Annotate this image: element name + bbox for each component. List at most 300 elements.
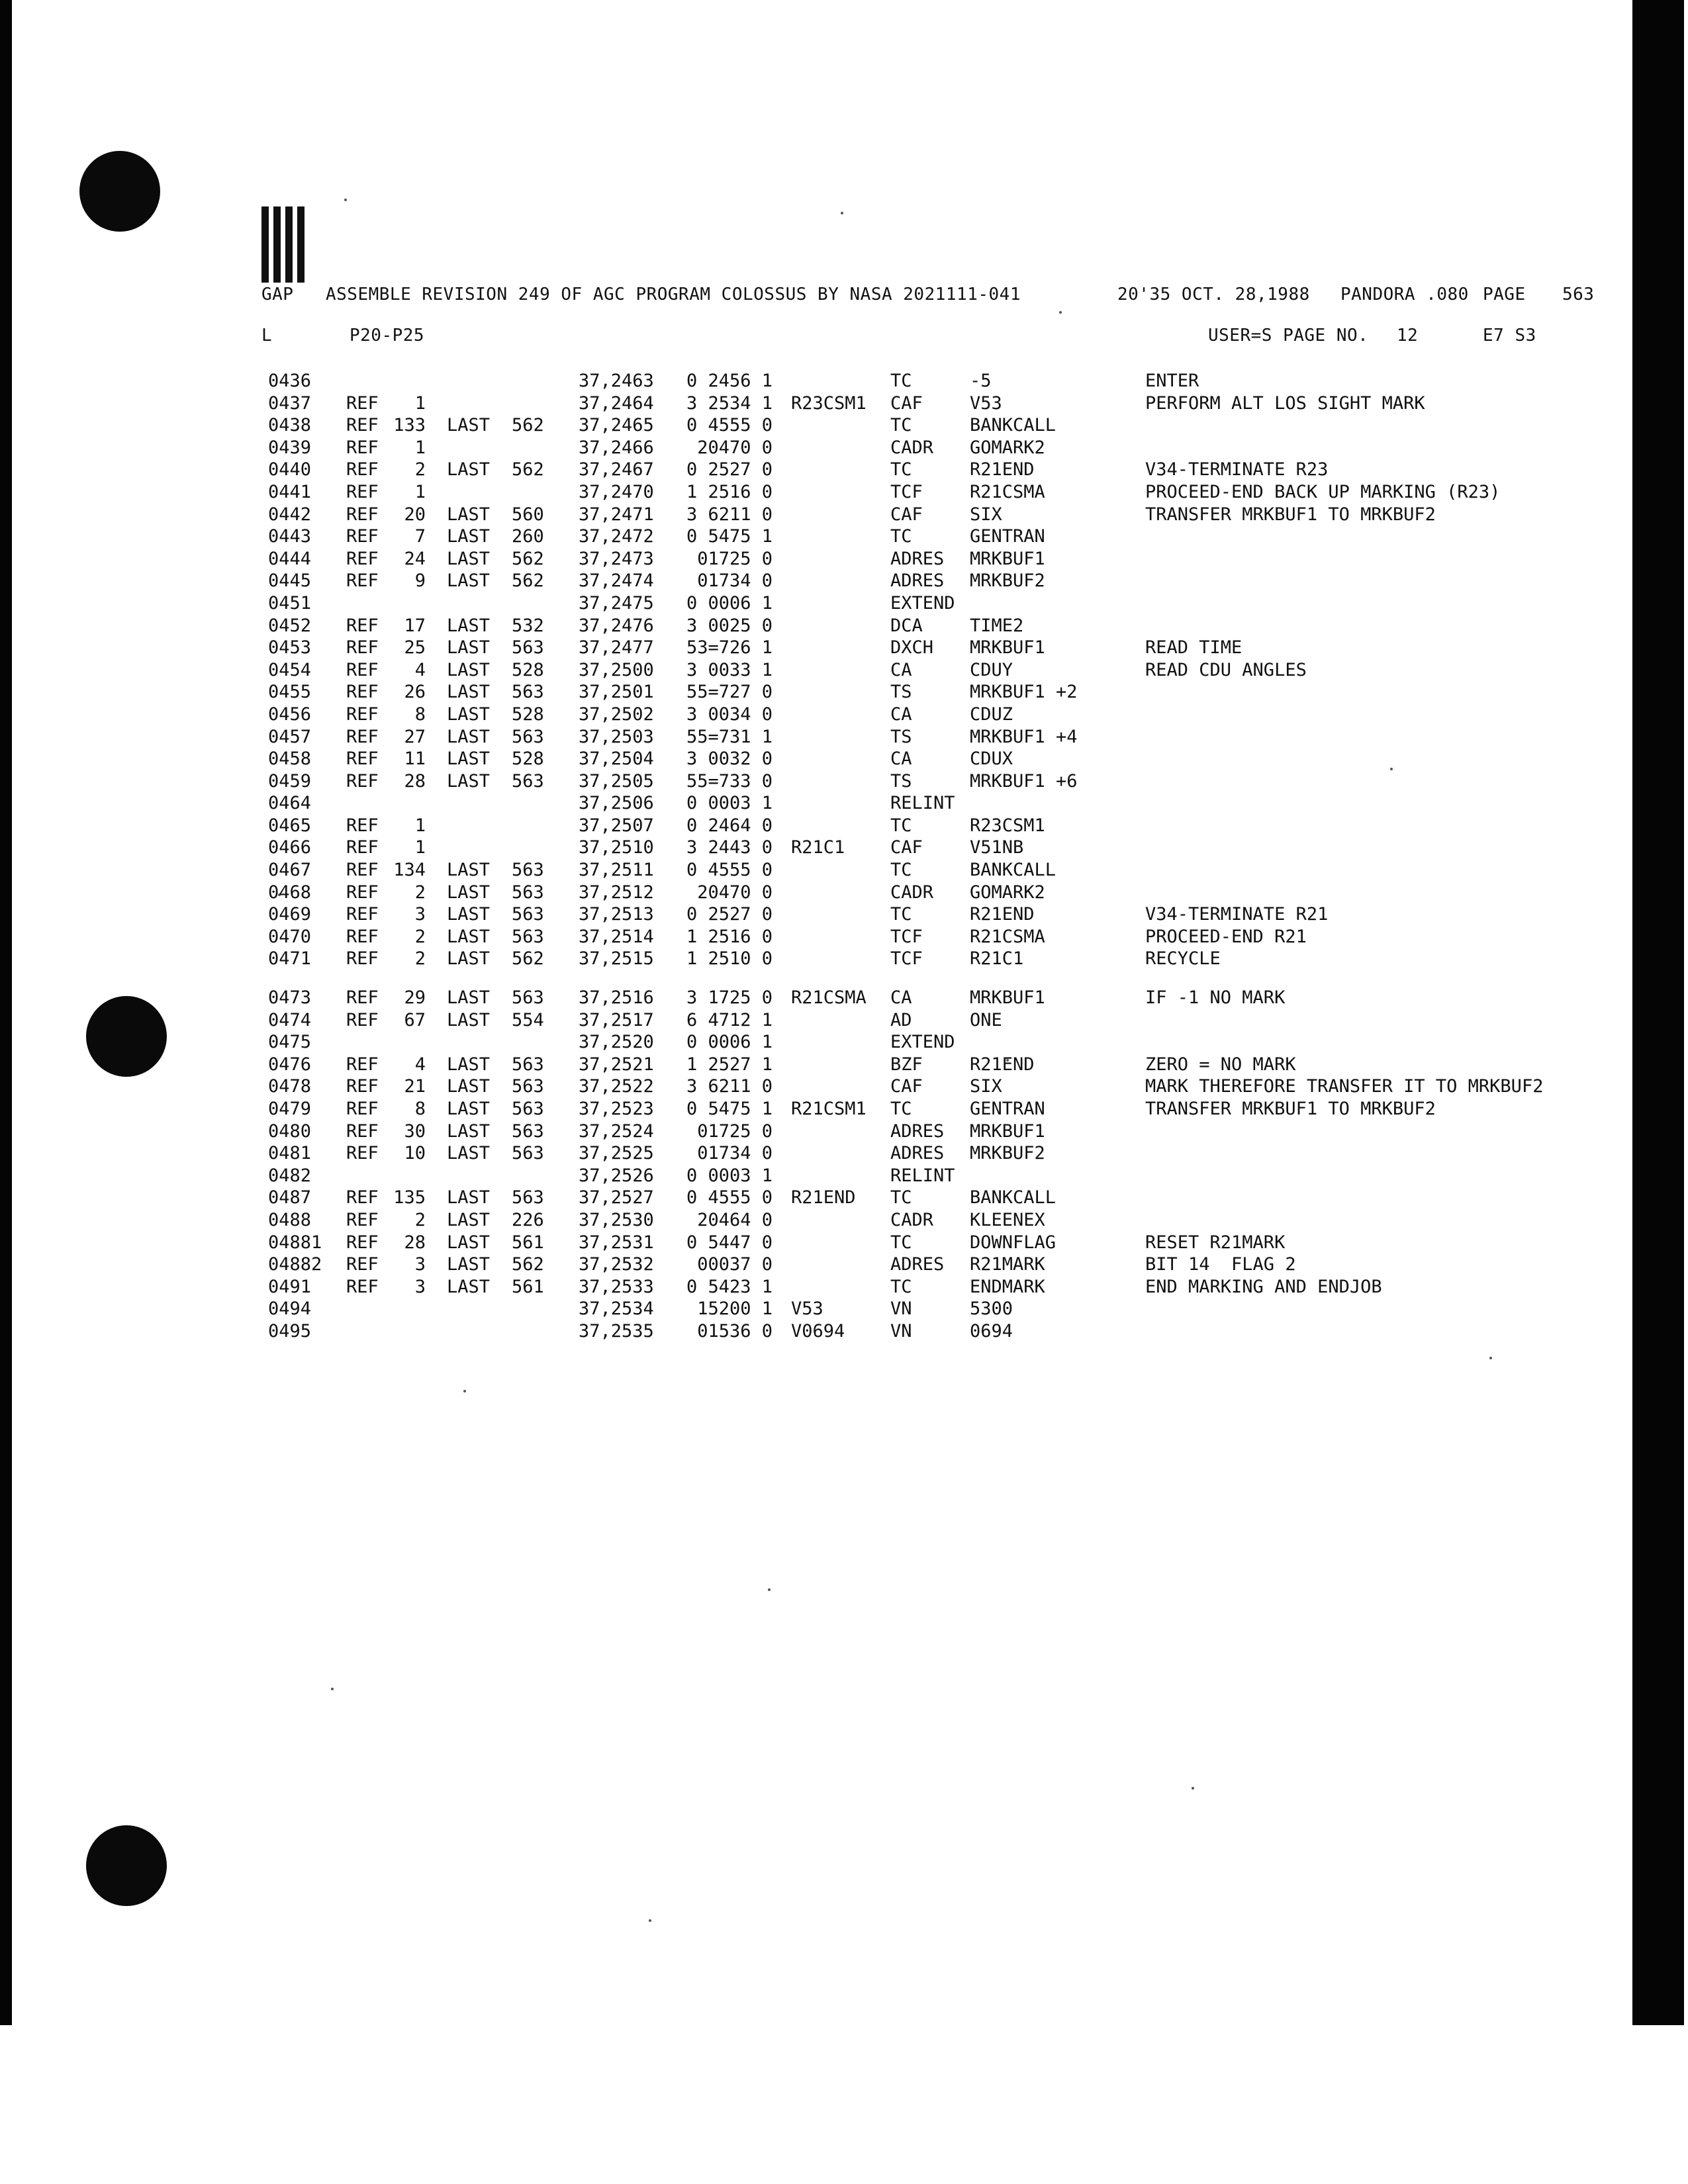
last-page: 532 [512,615,544,636]
last-marker: LAST [447,415,491,436]
opcode: AD [890,1009,912,1030]
last-marker: LAST [447,548,491,569]
scan-speck [649,1919,651,1922]
line-number: 0488 [268,1209,312,1230]
last-marker: LAST [447,904,491,925]
line-number: 0452 [268,615,312,636]
line-number: 0445 [268,570,312,592]
opcode: ADRES [890,1254,945,1275]
last-page: 554 [512,1009,544,1030]
octal-code: 55=731 1 [686,726,773,747]
ref-count: 8 [414,1099,426,1119]
ref-marker: REF [346,1076,379,1097]
listing-row [0,526,1628,549]
operand: MRKBUF2 [970,1143,1045,1164]
operand: MRKBUF1 [970,548,1045,569]
line-number: 0443 [268,526,312,547]
octal-code: 1 2516 0 [686,481,773,502]
ref-marker: REF [346,504,379,525]
operand: GOMARK2 [970,437,1045,458]
listing-row [0,504,1628,527]
comment: END MARKING AND ENDJOB [1145,1276,1382,1297]
opcode: TC [890,1276,912,1297]
line-number: 0495 [268,1320,312,1342]
last-page: 562 [512,948,544,970]
last-page: 563 [512,637,544,659]
ref-marker: REF [346,1276,379,1297]
ref-count: 11 [404,749,426,770]
line-number: 0468 [268,882,312,903]
listing-row [0,1165,1628,1188]
ref-count: 29 [404,987,426,1009]
last-marker: LAST [447,749,491,770]
ref-count: 4 [414,659,426,680]
ref-marker: REF [346,726,379,747]
ref-count: 30 [404,1120,426,1142]
line-number: 0465 [268,815,312,836]
listing-row [0,1010,1628,1032]
listing-row [0,1143,1628,1165]
operand: ONE [970,1009,1002,1030]
address: 37,2527 [579,1187,654,1208]
listing-row [0,660,1628,682]
line-number: 0451 [268,592,312,614]
ref-marker: REF [346,1143,379,1164]
ref-count: 1 [414,815,426,836]
last-page: 563 [512,1054,544,1075]
octal-code: 0 4555 0 [686,415,773,436]
address: 37,2531 [579,1232,654,1253]
last-marker: LAST [447,1143,491,1164]
octal-code: 3 0032 0 [686,749,773,770]
comment: PROCEED-END BACK UP MARKING (R23) [1145,481,1501,502]
line-mark: L [261,326,273,345]
address: 37,2500 [579,659,654,680]
opcode: CAF [890,1076,923,1097]
comment: MARK THEREFORE TRANSFER IT TO MRKBUF2 [1145,1076,1544,1097]
ref-count: 67 [404,1009,426,1030]
ref-count: 2 [414,882,426,903]
opcode: TC [890,1232,912,1253]
corner-code: E7 S3 [1483,326,1536,345]
line-number: 0481 [268,1143,312,1164]
last-page: 561 [512,1276,544,1297]
last-page: 563 [512,1187,544,1208]
line-number: 0473 [268,987,312,1009]
address: 37,2511 [579,860,654,881]
opcode: ADRES [890,548,945,569]
opcode: DXCH [890,637,934,659]
listing-row [0,882,1628,905]
last-marker: LAST [447,1254,491,1275]
address: 37,2467 [579,459,654,480]
ref-marker: REF [346,1254,379,1275]
line-number: 0474 [268,1009,312,1030]
listing-row [0,1054,1628,1077]
ref-marker: REF [346,615,379,636]
operand: ENDMARK [970,1276,1045,1297]
operand: R21C1 [970,948,1024,970]
last-marker: LAST [447,659,491,680]
octal-code: 01725 0 [697,548,773,569]
last-page: 528 [512,659,544,680]
comment: PROCEED-END R21 [1145,926,1307,947]
listing-row [0,837,1628,860]
last-marker: LAST [447,1120,491,1142]
page-label: PAGE [1483,285,1526,304]
operand: MRKBUF2 [970,570,1045,592]
octal-code: 0 0003 1 [686,1165,773,1186]
user-page-number: 12 [1397,326,1419,345]
octal-code: 0 2456 1 [686,371,773,391]
comment: PERFORM ALT LOS SIGHT MARK [1145,392,1425,414]
listing-row [0,727,1628,749]
last-marker: LAST [447,1054,491,1075]
line-number: 0480 [268,1120,312,1142]
operand: GOMARK2 [970,882,1045,903]
address: 37,2470 [579,481,654,502]
operand: R21CSMA [970,481,1045,502]
scan-speck [463,1390,466,1392]
last-marker: LAST [447,1276,491,1297]
address: 37,2504 [579,749,654,770]
listing-row [0,1254,1628,1277]
assembly-datetime: 20'35 OCT. 28,1988 [1117,285,1310,304]
opcode: EXTEND [890,1032,955,1053]
operand: DOWNFLAG [970,1232,1056,1253]
octal-code: 3 1725 0 [686,987,773,1009]
octal-code: 0 5447 0 [686,1232,773,1253]
operand: R21MARK [970,1254,1045,1275]
address: 37,2465 [579,415,654,436]
line-number: 0482 [268,1165,312,1186]
operand: CDUZ [970,704,1013,725]
symbol-label: R21CSMA [791,987,867,1009]
opcode: CA [890,987,912,1009]
last-page: 528 [512,704,544,725]
ref-count: 20 [404,504,426,525]
opcode: TC [890,860,912,881]
line-number: 0441 [268,481,312,502]
symbol-label: R21CSM1 [791,1099,867,1119]
ref-count: 2 [414,1209,426,1230]
ref-count: 3 [414,1254,426,1275]
last-page: 562 [512,415,544,436]
ref-marker: REF [346,415,379,436]
listing-row [0,1232,1628,1255]
operand: TIME2 [970,615,1024,636]
last-marker: LAST [447,570,491,592]
opcode: TCF [890,481,923,502]
opcode: CA [890,659,912,680]
listing-row [0,682,1628,704]
last-page: 563 [512,882,544,903]
octal-code: 1 2516 0 [686,926,773,947]
address: 37,2533 [579,1276,654,1297]
line-number: 0455 [268,682,312,703]
address: 37,2476 [579,615,654,636]
assembly-listing [0,371,1628,1343]
ref-marker: REF [346,904,379,925]
last-marker: LAST [447,926,491,947]
opcode: CA [890,749,912,770]
last-page: 226 [512,1209,544,1230]
listing-row [0,1277,1628,1299]
octal-code: 00037 0 [697,1254,773,1275]
ref-count: 28 [404,1232,426,1253]
last-marker: LAST [447,987,491,1009]
operand: V51NB [970,837,1024,858]
ref-marker: REF [346,548,379,569]
address: 37,2507 [579,815,654,836]
last-page: 562 [512,459,544,480]
opcode: TC [890,526,912,547]
opcode: TC [890,415,912,436]
ref-marker: REF [346,1209,379,1230]
ref-marker: REF [346,1054,379,1075]
address: 37,2505 [579,770,654,792]
opcode: TS [890,770,912,792]
last-marker: LAST [447,1076,491,1097]
ref-count: 3 [414,1276,426,1297]
last-page: 528 [512,749,544,770]
operand: BANKCALL [970,860,1056,881]
user-page-label: USER=S PAGE NO. [1208,326,1369,345]
opcode: CA [890,704,912,725]
line-number: 0444 [268,548,312,569]
last-page: 563 [512,904,544,925]
listing-row [0,393,1628,416]
last-page: 563 [512,1120,544,1142]
operand: MRKBUF1 +4 [970,726,1078,747]
line-number: 0479 [268,1099,312,1119]
octal-code: 3 0034 0 [686,704,773,725]
octal-code: 3 6211 0 [686,1076,773,1097]
last-page: 563 [512,860,544,881]
octal-code: 0 5423 1 [686,1276,773,1297]
line-number: 0464 [268,793,312,814]
line-number: 04881 [268,1232,322,1253]
address: 37,2516 [579,987,654,1009]
last-marker: LAST [447,504,491,525]
operand: CDUX [970,749,1013,770]
line-number: 0487 [268,1187,312,1208]
last-marker: LAST [447,1187,491,1208]
listing-row [0,1210,1628,1232]
listing-row [0,1121,1628,1144]
octal-code: 1 2510 0 [686,948,773,970]
address: 37,2474 [579,570,654,592]
ref-count: 133 [393,415,426,436]
listing-row [0,793,1628,815]
ref-count: 2 [414,948,426,970]
line-number: 0459 [268,770,312,792]
listing-row [0,1321,1628,1343]
last-page: 563 [512,682,544,703]
opcode: VN [890,1298,912,1320]
listing-row [0,927,1628,949]
ref-count: 10 [404,1143,426,1164]
ref-count: 1 [414,481,426,502]
symbol-label: R23CSM1 [791,392,867,414]
opcode: DCA [890,615,923,636]
address: 37,2471 [579,504,654,525]
address: 37,2510 [579,837,654,858]
address: 37,2523 [579,1099,654,1119]
octal-code: 3 0025 0 [686,615,773,636]
scan-speck [344,199,347,201]
ref-count: 28 [404,770,426,792]
ref-marker: REF [346,659,379,680]
comment: TRANSFER MRKBUF1 TO MRKBUF2 [1145,504,1436,525]
last-marker: LAST [447,1009,491,1030]
line-number: 0494 [268,1298,312,1320]
line-number: 0437 [268,392,312,414]
address: 37,2520 [579,1032,654,1053]
operand: R21END [970,904,1035,925]
ref-marker: REF [346,948,379,970]
ref-count: 135 [393,1187,426,1208]
gap-mark: GAP [261,285,294,304]
address: 37,2464 [579,392,654,414]
line-number: 0476 [268,1054,312,1075]
listing-row [0,904,1628,927]
scan-speck [841,212,843,214]
last-page: 563 [512,770,544,792]
ref-count: 3 [414,904,426,925]
listing-row [0,1187,1628,1210]
octal-code: 3 2534 1 [686,392,773,414]
opcode: ADRES [890,1120,945,1142]
last-marker: LAST [447,882,491,903]
octal-code: 15200 1 [697,1298,773,1320]
last-page: 560 [512,504,544,525]
ref-marker: REF [346,437,379,458]
octal-code: 0 4555 0 [686,1187,773,1208]
operand: MRKBUF1 +2 [970,682,1078,703]
opcode: TC [890,1187,912,1208]
ref-count: 1 [414,392,426,414]
octal-code: 6 4712 1 [686,1009,773,1030]
ref-marker: REF [346,526,379,547]
opcode: CADR [890,882,934,903]
ref-marker: REF [346,926,379,947]
listing-row [0,459,1628,482]
listing-row [0,815,1628,838]
operand: R21CSMA [970,926,1045,947]
address: 37,2473 [579,548,654,569]
octal-code: 0 0003 1 [686,793,773,814]
line-number: 0470 [268,926,312,947]
octal-code: 0 0006 1 [686,1032,773,1053]
line-number: 0456 [268,704,312,725]
operand: R23CSM1 [970,815,1045,836]
address: 37,2513 [579,904,654,925]
address: 37,2521 [579,1054,654,1075]
line-number: 0467 [268,860,312,881]
comment: ZERO = NO MARK [1145,1054,1296,1075]
address: 37,2534 [579,1298,654,1320]
ref-count: 2 [414,459,426,480]
octal-code: 55=733 0 [686,770,773,792]
ref-marker: REF [346,837,379,858]
listing-row [0,1076,1628,1099]
address: 37,2524 [579,1120,654,1142]
octal-code: 20464 0 [697,1209,773,1230]
operand: R21END [970,1054,1035,1075]
address: 37,2532 [579,1254,654,1275]
line-number: 0491 [268,1276,312,1297]
last-page: 260 [512,526,544,547]
line-number: 0439 [268,437,312,458]
punch-hole [86,1825,167,1906]
ref-marker: REF [346,1187,379,1208]
listing-row [0,771,1628,794]
opcode: BZF [890,1054,923,1075]
ref-marker: REF [346,704,379,725]
octal-code: 0 2527 0 [686,459,773,480]
operand: KLEENEX [970,1209,1045,1230]
address: 37,2530 [579,1209,654,1230]
scan-speck [331,1688,334,1690]
operand: MRKBUF1 +6 [970,770,1078,792]
listing-row [0,987,1628,1010]
listing-row [0,749,1628,771]
octal-code: 53=726 1 [686,637,773,659]
ref-marker: REF [346,749,379,770]
octal-code: 20470 0 [697,882,773,903]
comment: RECYCLE [1145,948,1221,970]
last-page: 563 [512,1076,544,1097]
address: 37,2522 [579,1076,654,1097]
ref-count: 17 [404,615,426,636]
address: 37,2526 [579,1165,654,1186]
scan-speck [1489,1357,1492,1359]
last-marker: LAST [447,637,491,659]
listing-row [0,415,1628,437]
ref-count: 2 [414,926,426,947]
last-marker: LAST [447,704,491,725]
line-number: 04882 [268,1254,322,1275]
opcode: ADRES [890,570,945,592]
listing-row [0,570,1628,593]
opcode: RELINT [890,1165,955,1186]
ref-count: 4 [414,1054,426,1075]
line-number: 0471 [268,948,312,970]
opcode: TS [890,682,912,703]
last-page: 563 [512,987,544,1009]
ref-marker: REF [346,1120,379,1142]
last-page: 561 [512,1232,544,1253]
symbol-label: V0694 [791,1320,845,1342]
opcode: CADR [890,1209,934,1230]
octal-code: 3 6211 0 [686,504,773,525]
opcode: CAF [890,837,923,858]
ref-marker: REF [346,392,379,414]
address: 37,2466 [579,437,654,458]
comment: READ CDU ANGLES [1145,659,1307,680]
symbol-label: R21C1 [791,837,845,858]
ref-marker: REF [346,637,379,659]
operand: MRKBUF1 [970,987,1045,1009]
operand: MRKBUF1 [970,637,1045,659]
octal-code: 0 5475 1 [686,526,773,547]
operand: SIX [970,504,1002,525]
ref-marker: REF [346,815,379,836]
line-number: 0453 [268,637,312,659]
ref-marker: REF [346,682,379,703]
octal-code: 01725 0 [697,1120,773,1142]
